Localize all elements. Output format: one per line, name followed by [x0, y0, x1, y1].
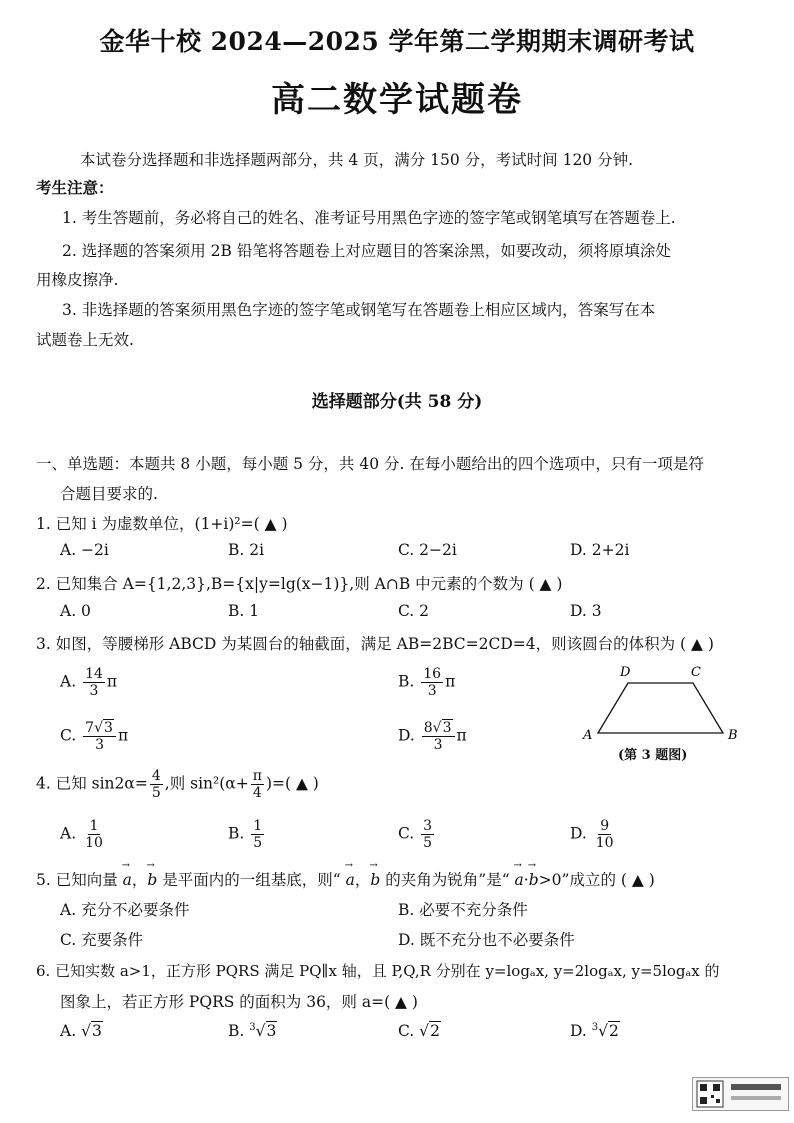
trapezoid-figure: [575, 660, 745, 740]
logo-subbar: [731, 1096, 781, 1100]
q3-stem: 3. 如图，等腰梯形 ABCD 为某圆台的轴截面，满足 AB=2BC=2CD=4，则该圆台的体积为 ( ▲ ): [36, 635, 714, 653]
q6-option-a: A. √3: [60, 1022, 102, 1040]
q5-stem: 5. 已知向量 → a，→ b 是平面内的一组基底，则“ → a，→ b 的夹角为锐角”是“ → a·→ b>0”成立的 ( ▲ ): [36, 868, 655, 890]
q6-stem-cont: 图象上，若正方形 PQRS 的面积为 36，则 a=( ▲ ): [60, 993, 418, 1011]
q2-option-b: B. 1: [228, 602, 260, 620]
vertex-c-label: C: [691, 665, 701, 680]
notice-item-2: 2. 选择题的答案须用 2B 铅笔将答题卷上对应题目的答案涂黑，如要改动，须将原填涂处: [62, 242, 671, 260]
logo-bar: [731, 1084, 781, 1090]
q1-stem: 1. 已知 i 为虚数单位，(1+i)²=( ▲ ): [36, 515, 288, 533]
vertex-a-label: A: [583, 728, 593, 740]
q5-option-c: C. 充要条件: [60, 931, 144, 949]
paper-title: 高二数学试题卷: [271, 80, 523, 120]
notice-item-1: 1. 考生答题前，务必将自己的姓名、准考证号用黑色字迹的签字笔或钢笔填写在答题卷上.: [62, 209, 676, 227]
vertex-b-label: B: [728, 728, 738, 740]
q2-option-a: A. 0: [60, 602, 91, 620]
q4-option-d: D. $\frac{9}{10}$: [570, 818, 614, 851]
part1-instructions: 一、单选题：本题共 8 小题，每小题 5 分，共 40 分. 在每小题给出的四个选项中，只有一项是符: [36, 455, 704, 473]
q1-option-c: C. 2−2i: [398, 541, 457, 559]
q4-option-a: A. $\frac{1}{10}$: [60, 818, 103, 851]
notice-heading: 考生注意：: [36, 178, 114, 197]
q2-option-c: C. 2: [398, 602, 430, 620]
trapezoid-abcd: [598, 683, 723, 733]
intro-text: 本试卷分选择题和非选择题两部分，共 4 页，满分 150 分，考试时间 120 分钟.: [80, 151, 634, 169]
q3-option-b: B. $\frac{16}{3}$ π: [398, 666, 456, 699]
notice-item-3-cont: 试题卷上无效.: [36, 331, 134, 349]
q1-option-d: D. 2+2i: [570, 541, 630, 559]
q3-option-a: A. $\frac{14}{3}$ π: [60, 666, 118, 699]
q1-option-b: B. 2i: [228, 541, 265, 559]
q2-stem: 2. 已知集合 A={1,2,3},B={x|y=lg(x−1)},则 A∩B 中元素的个数为 ( ▲ ): [36, 575, 563, 593]
notice-item-2-cont: 用橡皮擦净.: [36, 271, 119, 289]
q6-option-c: C. √2: [398, 1022, 440, 1040]
q3-option-d: D. $\frac{8√3}{3}$ π: [398, 720, 467, 753]
q5-option-b: B. 必要不充分条件: [398, 901, 528, 919]
q2-option-d: D. 3: [570, 602, 602, 620]
q6-stem: 6. 已知实数 a>1，正方形 PQRS 满足 PQ∥x 轴，且 P,Q,R 分别在 y=logₐx, y=2logₐx, y=5logₐx 的: [36, 962, 720, 980]
q4-option-b: B. $\frac{1}{5}$: [228, 818, 263, 851]
q4-option-c: C. $\frac{3}{5}$: [398, 818, 433, 851]
scanner-watermark: [692, 1077, 789, 1111]
figure-caption: (第 3 题图): [618, 748, 688, 763]
section-title: 选择题部分(共 58 分): [311, 392, 483, 412]
q5-option-d: D. 既不充分也不必要条件: [398, 931, 575, 949]
q6-option-d: D. $^3$√2: [570, 1022, 619, 1041]
notice-item-3: 3. 非选择题的答案须用黑色字迹的签字笔或钢笔写在答题卷上相应区域内，答案写在本: [62, 301, 656, 319]
q5-option-a: A. 充分不必要条件: [60, 901, 190, 919]
vertex-d-label: D: [620, 665, 631, 680]
qr-code-icon: [696, 1080, 726, 1108]
part1-instructions-cont: 合题目要求的.: [60, 485, 158, 503]
q3-option-c: C. $\frac{7√3}{3}$ π: [60, 720, 129, 753]
q1-option-a: A. −2i: [60, 541, 109, 559]
exam-title: 金华十校 2024—2025 学年第二学期期末调研考试: [99, 27, 695, 56]
q4-stem: 4. 已知 sin2α= $\frac{4}{5}$ ,则 sin²(α+ $\frac{\pi}{4}$ )=( ▲ ): [36, 768, 319, 801]
q6-option-b: B. $^3$√3: [228, 1022, 277, 1041]
